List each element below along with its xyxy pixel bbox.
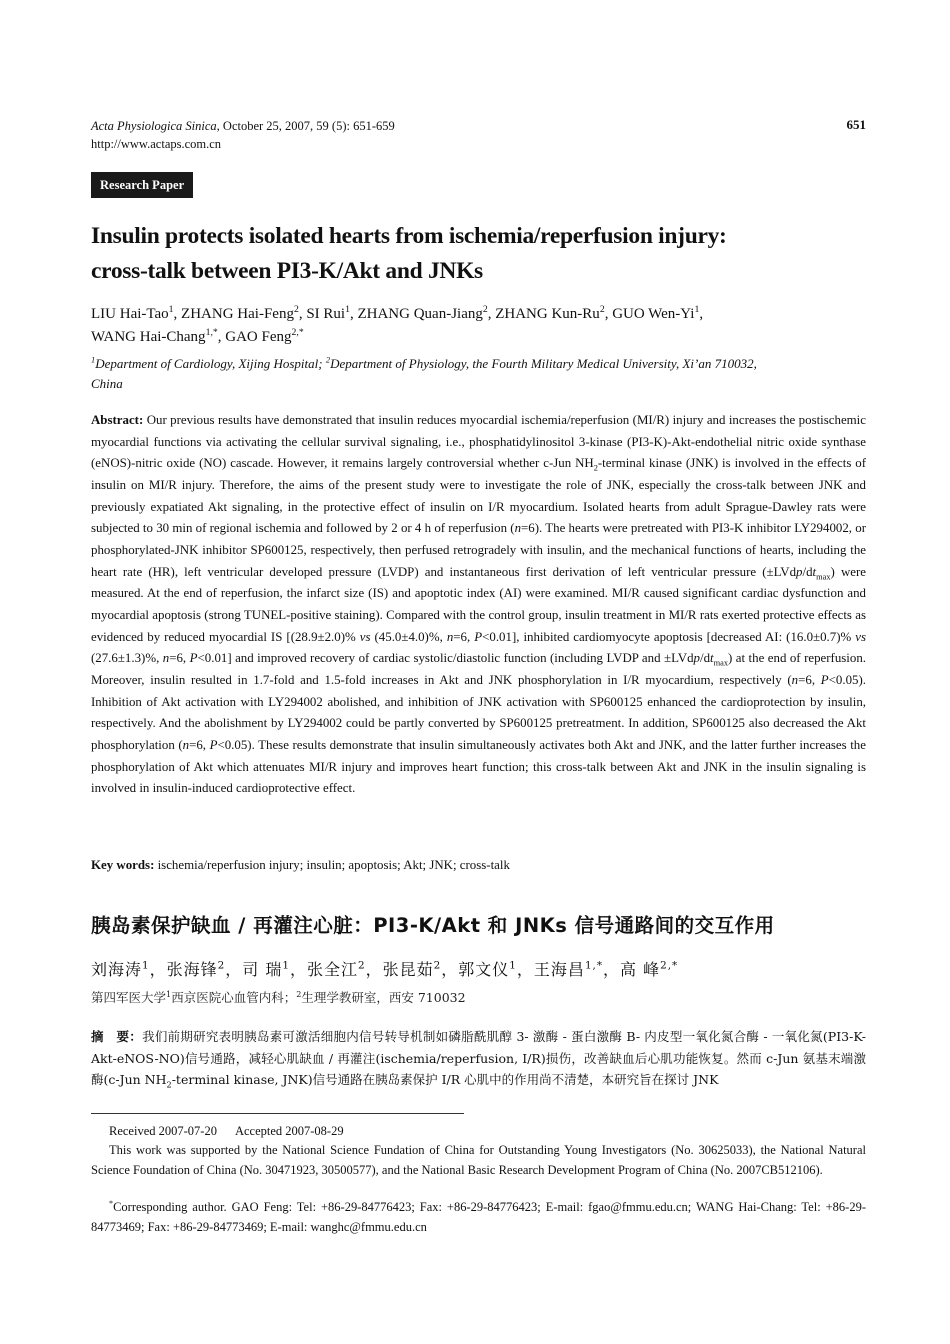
keywords-text: ischemia/reperfusion injury; insulin; apoptosis; Akt; JNK; cross-talk	[154, 858, 510, 872]
accepted-date: Accepted 2007-08-29	[234, 1124, 344, 1138]
paper-title-line-2: cross-talk between PI3-K/Akt and JNKs	[91, 258, 483, 284]
chinese-affiliations: 第四军医大学$^1$西京医院心血管内科；$^2$生理学教研室，西安 710032	[91, 988, 466, 1005]
journal-header	[91, 117, 866, 153]
received-dates	[91, 1122, 866, 1142]
paper-title	[91, 219, 866, 289]
journal-name: Acta Physiologica Sinica	[91, 119, 217, 133]
journal-citation	[91, 117, 866, 135]
abstract	[91, 410, 866, 800]
chinese-author-list: 刘海涛$^1$，张海锋$^2$，司 瑞$^1$，张全江$^2$，张昆茹$^2$，郭文仪$^1$，王海昌$^{1,*}$，高 峰$^{2,*}$	[91, 959, 679, 979]
affiliations: $^1$Department of Cardiology, Xijing Hospital; $^2$Department of Physiology, the Fourth Military Medical University, Xi’an 710032, China	[91, 354, 757, 391]
received-date: Received 2007-07-20	[109, 1124, 217, 1138]
abstract-text: Our previous results have demonstrated that insulin reduces myocardial ischemia/reperfusion (MI/R) injury and increases the postischemic myocardial functions via activating the cellular survival signaling, i.e., phosphatidylinositol 3-kinase (PI3-K)-Akt-endothelial nitric oxide synthase (eNOS)-nitric oxide (NO) cascade. However, it remains largely controversial whether c-Jun $NH_2$-terminal kinase (JNK) is involved in the effects of insulin on MI/R injury. Therefore, the aims of the present study were to investigate the role of JNK, especially the cross-talk between JNK and previously expatiated Akt signaling, in the protective effect of insulin on I/R myocardium. Isolated hearts from adult Sprague-Dawley rats were subjected to 30 min of regional ischemia and followed by 2 or 4 h of reperfusion (n=6). The hearts were pretreated with PI3-K inhibitor LY294002, or phosphorylated-JNK inhibitor SP600125, respectively, then perfused retrogradely with insulin, and the mechanical functions of hearts, including the heart rate (HR), left ventricular developed pressure (LVDP) and instantaneous first derivation of left ventricular pressure $(\pm LVdp/dt_{max})$ were measured. At the end of reperfusion, the infarct size (IS) and apoptotic index (AI) were examined. MI/R caused significant cardiac dysfunction and myocardial apoptosis (strong TUNEL-positive staining). Compared with the control group, insulin treatment in MI/R rats exerted protective effects as evidenced by reduced myocardial IS [(28.9±2.0)% vs (45.0±4.0)%, n=6, P<0.01], inhibited cardiomyocyte apoptosis [decreased AI: (16.0±0.7)% vs (27.6±1.3)%, n=6, P<0.01] and improved recovery of cardiac systolic/diastolic function (including LVDP and $\pm LVdp/dt_{max}$) at the end of reperfusion. Moreover, insulin resulted in 1.7-fold and 1.5-fold increases in Akt and JNK phosphorylation in I/R myocardium, respectively (n=6, P<0.05). Inhibition of Akt activation with LY294002 abolished, and inhibition of JNK activation with SP600125 enhanced the cardioprotection by insulin, respectively. And the abolishment by LY294002 could be partly converted by SP600125 pretreatment. In addition, SP600125 also decreased the Akt phosphorylation (n=6, P<0.05). These results demonstrate that insulin simultaneously activates both Akt and JNK, and the latter further increases the phosphorylation of Akt which attenuates MI/R injury and improves heart function; this cross-talk between Akt and JNK in the insulin signaling is involved in insulin-induced cardioprotective effect.	[91, 413, 867, 796]
chinese-abstract-label: 摘 要：	[91, 1029, 143, 1044]
journal-url[interactable]: http://www.actaps.com.cn	[91, 137, 222, 151]
footnote-divider	[91, 1113, 464, 1114]
paper-title-line-1: Insulin protects isolated hearts from ischemia/reperfusion injury:	[91, 223, 727, 249]
article-type-badge: Research Paper	[91, 172, 193, 198]
chinese-abstract	[91, 1026, 866, 1091]
corresponding-author-footnote: *Corresponding author. GAO Feng: Tel: +86-29-84776423; Fax: +86-29-84776423; E-mail: fgao@fmmu.edu.cn; WANG Hai-Chang: Tel: +86-29-84773469; Fax: +86-29-84773469; E-mail: wanghc@fmmu.edu.cn	[91, 1198, 866, 1234]
keywords	[91, 855, 866, 875]
chinese-title: 胰岛素保护缺血 / 再灌注心脏：PI3-K/Akt 和 JNKs 信号通路间的交互作用	[91, 914, 775, 937]
funding-footnote: This work was supported by the National Science Fundation of China for Outstanding Young Investigators (No. 30625033), the National Natural Science Foundation of China (No. 30471923, 30500577), and the National Basic Research Development Program of China (No. 2007CB512106).	[91, 1143, 866, 1177]
page-number: 651	[846, 117, 866, 132]
abstract-label: Abstract:	[91, 413, 144, 427]
journal-issue: , October 25, 2007, 59 (5): 651-659	[216, 119, 395, 133]
chinese-abstract-text: 我们前期研究表明胰岛素可激活细胞内信号转导机制如磷脂酰肌醇 3- 激酶 - 蛋白激酶 B- 内皮型一氧化氮合酶 - 一氧化氮(PI3-K-Akt-eNOS-NO)信号通路，减轻心肌缺血 / 再灌注(ischemia/reperfusion, I/R)损伤，改善缺血后心肌功能恢复。然而 c-Jun 氨基末端激酶(c-Jun $NH_2$-terminal kinase, JNK)信号通路在胰岛素保护 I/R 心肌中的作用尚不清楚，本研究旨在探讨 JNK	[91, 1029, 866, 1090]
keywords-label: Key words:	[91, 858, 155, 872]
author-list: LIU Hai-Tao$^1$, ZHANG Hai-Feng$^2$, SI Rui$^1$, ZHANG Quan-Jiang$^2$, ZHANG Kun-Ru$^2$, GUO Wen-Yi$^1$, WANG Hai-Chang$^{1,*}$, GAO Feng$^{2,*}$	[91, 304, 704, 345]
